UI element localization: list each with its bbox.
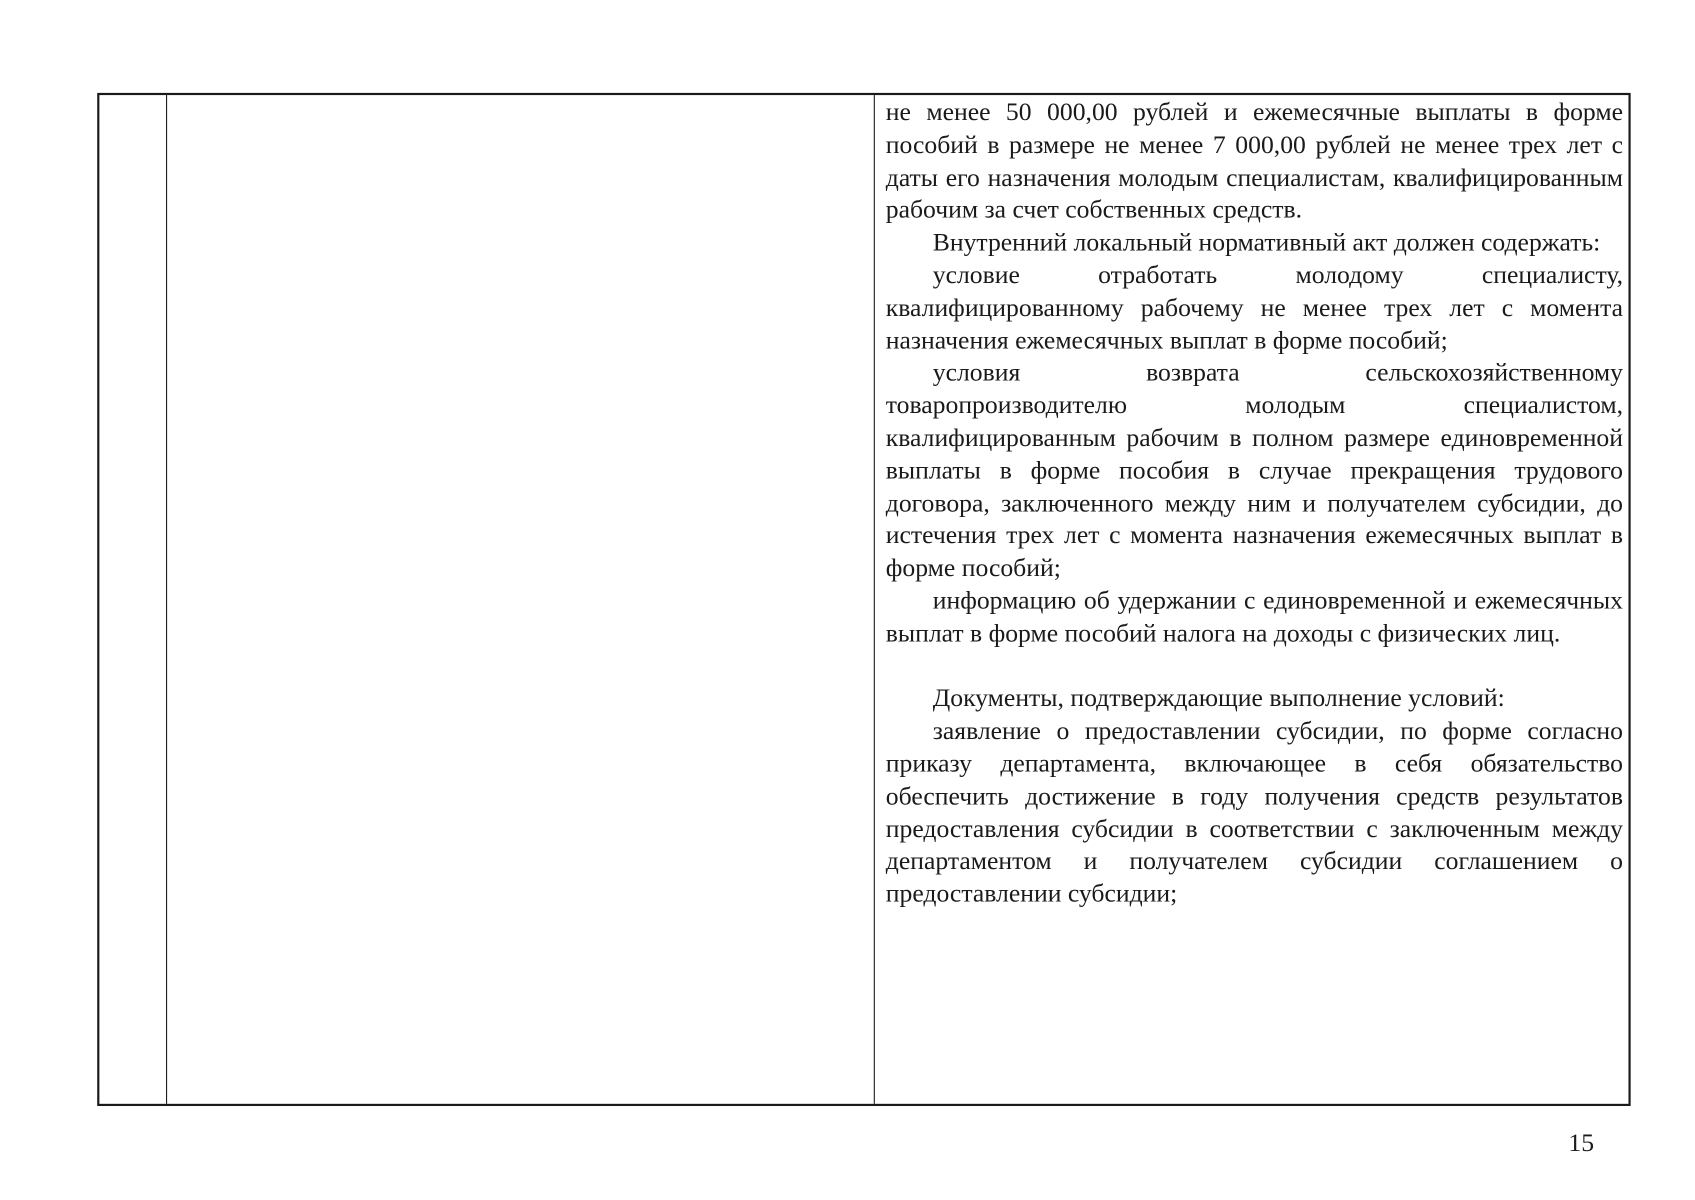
- table-column-divider: [874, 95, 875, 1104]
- table-column-divider: [166, 95, 167, 1104]
- paragraph: условия возврата сельскохозяйственному товаропроизводителю молодым специалистом, квалифицированным рабочим в полном размере единовременной выплаты в форме пособия в случае прекращения трудового договора, заключенного между ним и получателем субсидии, до истечения трех лет с момента назначения ежемесячных выплат в форме пособий;: [885, 358, 1624, 583]
- paragraph: условие отработать молодому специалисту, квалифицированному рабочему не менее трех лет с момента назначения ежемесячных выплат в форме пособий;: [885, 261, 1624, 355]
- page-number: 15: [1568, 1128, 1595, 1158]
- paragraph: информацию об удержании с единовременной и ежемесячных выплат в форме пособий налога на доходы с физических лиц.: [885, 586, 1624, 648]
- table-cell-text: [886, 97, 1623, 911]
- paragraph: Документы, подтверждающие выполнение условий:: [932, 684, 1505, 713]
- paragraph: заявление о предоставлении субсидии, по форме согласно приказу департамента, включающее в себя обязательство обеспечить достижение в году получения средств результатов предоставления субсидии в соответствии с заключенным между департаментом и получателем субсидии соглашением о предоставлении субсидии;: [885, 717, 1624, 909]
- paragraph: не менее 50 000,00 рублей и ежемесячные выплаты в форме пособий в размере не менее 7 000,00 рублей не менее трех лет с даты его назначения молодым специалистам, квалифицированным рабочим за счет собственных средств.: [885, 98, 1624, 225]
- paragraph: Внутренний локальный нормативный акт должен содержать:: [932, 228, 1601, 258]
- document-table: [97, 93, 1630, 1106]
